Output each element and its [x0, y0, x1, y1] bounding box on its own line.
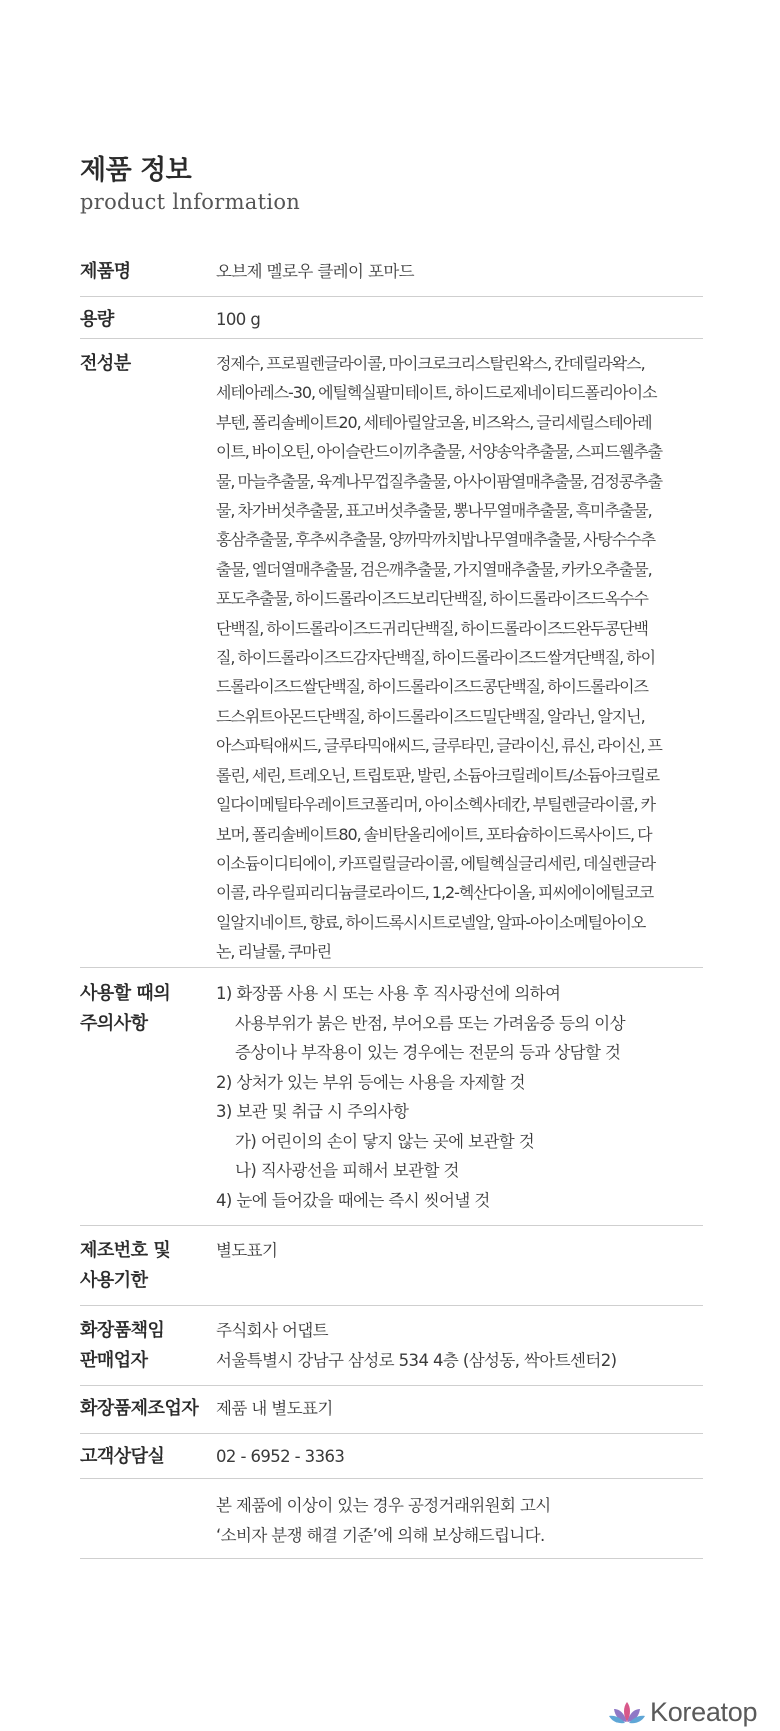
- row-value: [216, 1442, 703, 1478]
- row-label: 사용할 때의 주의사항: [80, 983, 171, 1034]
- row-value: [216, 257, 703, 296]
- precaution-line: 1) 화장품 사용 시 또는 사용 후 직사광선에 의하여: [216, 984, 561, 1003]
- precaution-line: 증상이나 부작용이 있는 경우에는 전문의 등과 상담할 것: [235, 1043, 621, 1062]
- precaution-line: 사용부위가 붉은 반점, 부어오름 또는 가려움증 등의 이상: [235, 1013, 625, 1033]
- ingredient-line: 물, 마늘추출물, 육계나무껍질추출물, 아사이팜열매추출물, 검정콩추출: [216, 471, 663, 491]
- ingredient-line: 아스파틱애씨드, 글루타믹애씨드, 글루타민, 글라이신, 류신, 라이신, 프: [216, 736, 662, 756]
- ingredient-line: 이트, 바이오틴, 아이슬란드이끼추출물, 서양송악추출물, 스피드웰추출: [216, 442, 663, 462]
- ingredient-line: 일알지네이트, 향료, 하이드록시시트로넬알, 알파-아이소메틸아이오: [216, 912, 646, 932]
- value-line: 오브제 멜로우 클레이 포마드: [216, 262, 415, 281]
- info-row-lot-expiry: [80, 1226, 703, 1306]
- ingredient-line: 논, 리날룰, 쿠마린: [216, 942, 331, 962]
- info-row-product-name: [80, 247, 703, 297]
- ingredient-line: 출물, 엘더열매추출물, 검은깨추출물, 가지열매추출물, 카카오추출물,: [216, 559, 652, 579]
- value-line: 제품 내 별도표기: [216, 1399, 333, 1418]
- phone-number: 02 - 6952 - 3363: [216, 1447, 345, 1466]
- precaution-line: 2) 상처가 있는 부위 등에는 사용을 자제할 것: [216, 1072, 526, 1092]
- company-address: 서울특별시 강남구 삼성로 534 4층 (삼성동, 싹아트센터2): [216, 1350, 617, 1370]
- section-title: 제품 정보: [80, 155, 192, 186]
- info-row-volume: [80, 297, 703, 339]
- precautions-list: [216, 979, 703, 1225]
- ingredient-line: 세테아레스-30, 에틸헥실팔미테이트, 하이드로제네이티드폴리아이소: [216, 383, 657, 403]
- row-label: 화장품책임 판매업자: [80, 1320, 165, 1371]
- ingredient-line: 질, 하이드롤라이즈드감자단백질, 하이드롤라이즈드쌀겨단백질, 하이: [216, 648, 655, 668]
- ingredient-line: 정제수, 프로필렌글라이콜, 마이크로크리스탈린왁스, 칸데릴라왁스,: [216, 354, 645, 373]
- ingredient-line: 이콜, 라우릴피리디늄클로라이드, 1,2-헥산다이올, 피씨에이에틸코코: [216, 883, 654, 903]
- row-label: 제품명: [80, 261, 131, 282]
- ingredient-line: 드스위트아몬드단백질, 하이드롤라이즈드밀단백질, 알라닌, 알지닌,: [216, 706, 645, 726]
- notice-line: 본 제품에 이상이 있는 경우 공정거래위원회 고시: [216, 1496, 551, 1515]
- ingredient-line: 보머, 폴리솔베이트80, 솔비탄올리에이트, 포타슘하이드록사이드, 다: [216, 824, 652, 844]
- lotus-icon: [608, 1700, 646, 1726]
- ingredient-line: 홍삼추출물, 후추씨추출물, 양까막까치밥나무열매추출물, 사탕수수추: [216, 530, 655, 550]
- value-line: 별도표기: [216, 1241, 278, 1260]
- ingredient-line: 드롤라이즈드쌀단백질, 하이드롤라이즈드콩단백질, 하이드롤라이즈: [216, 677, 648, 697]
- info-row-customer-service: [80, 1434, 703, 1479]
- ingredient-line: 부텐, 폴리솔베이트20, 세테아릴알코올, 비즈왁스, 글리세릴스테아레: [216, 412, 652, 432]
- row-label: 제조번호 및 사용기한: [80, 1240, 171, 1291]
- info-row-notice: [80, 1479, 703, 1559]
- section-subtitle: product lnformation: [80, 190, 301, 214]
- row-value: [216, 1236, 703, 1305]
- row-value: [216, 1491, 703, 1558]
- row-value: [216, 1316, 703, 1385]
- precaution-line: 가) 어린이의 손이 닿지 않는 곳에 보관할 것: [235, 1131, 535, 1151]
- row-label: 고객상담실: [80, 1446, 165, 1467]
- ingredient-line: 물, 차가버섯추출물, 표고버섯추출물, 뽕나무열매추출물, 흑미추출물,: [216, 501, 652, 521]
- row-value: [216, 305, 703, 338]
- info-row-manufacturer: [80, 1386, 703, 1434]
- ingredient-line: 이소듐이디티에이, 카프릴릴글라이콜, 에틸헥실글리세린, 데실렌글라: [216, 853, 655, 873]
- ingredient-line: 일다이메틸타우레이트코폴리머, 아이소헥사데칸, 부틸렌글라이콜, 카: [216, 795, 655, 815]
- ingredient-line: 포도추출물, 하이드롤라이즈드보리단백질, 하이드롤라이즈드옥수수: [216, 589, 648, 609]
- row-value: [216, 1394, 703, 1433]
- row-label: [80, 1491, 216, 1558]
- brand-name: Koreatop: [650, 1697, 758, 1727]
- info-table: [80, 247, 703, 1559]
- precaution-line: 3) 보관 및 취급 시 주의사항: [216, 1102, 409, 1121]
- row-label: 전성분: [80, 353, 131, 374]
- precaution-line: 나) 직사광선을 피해서 보관할 것: [235, 1161, 459, 1180]
- ingredients-list: [216, 349, 703, 967]
- notice-line: ‘소비자 분쟁 해결 기준’에 의해 보상해드립니다.: [216, 1525, 545, 1545]
- precaution-line: 4) 눈에 들어갔을 때에는 즉시 씻어낼 것: [216, 1190, 490, 1210]
- company-name: 주식회사 어댑트: [216, 1321, 329, 1340]
- row-label: 용량: [80, 309, 114, 330]
- row-label: 화장품제조업자: [80, 1398, 199, 1419]
- value-line: 100 g: [216, 310, 261, 329]
- info-row-precautions: [80, 968, 703, 1226]
- ingredient-line: 단백질, 하이드롤라이즈드귀리단백질, 하이드롤라이즈드완두콩단백: [216, 618, 648, 638]
- brand-logo: [608, 1697, 757, 1728]
- info-row-ingredients: [80, 339, 703, 968]
- info-row-seller: [80, 1306, 703, 1386]
- ingredient-line: 롤린, 세린, 트레오닌, 트립토판, 발린, 소듐아크릴레이트/소듐아크릴로: [216, 765, 660, 785]
